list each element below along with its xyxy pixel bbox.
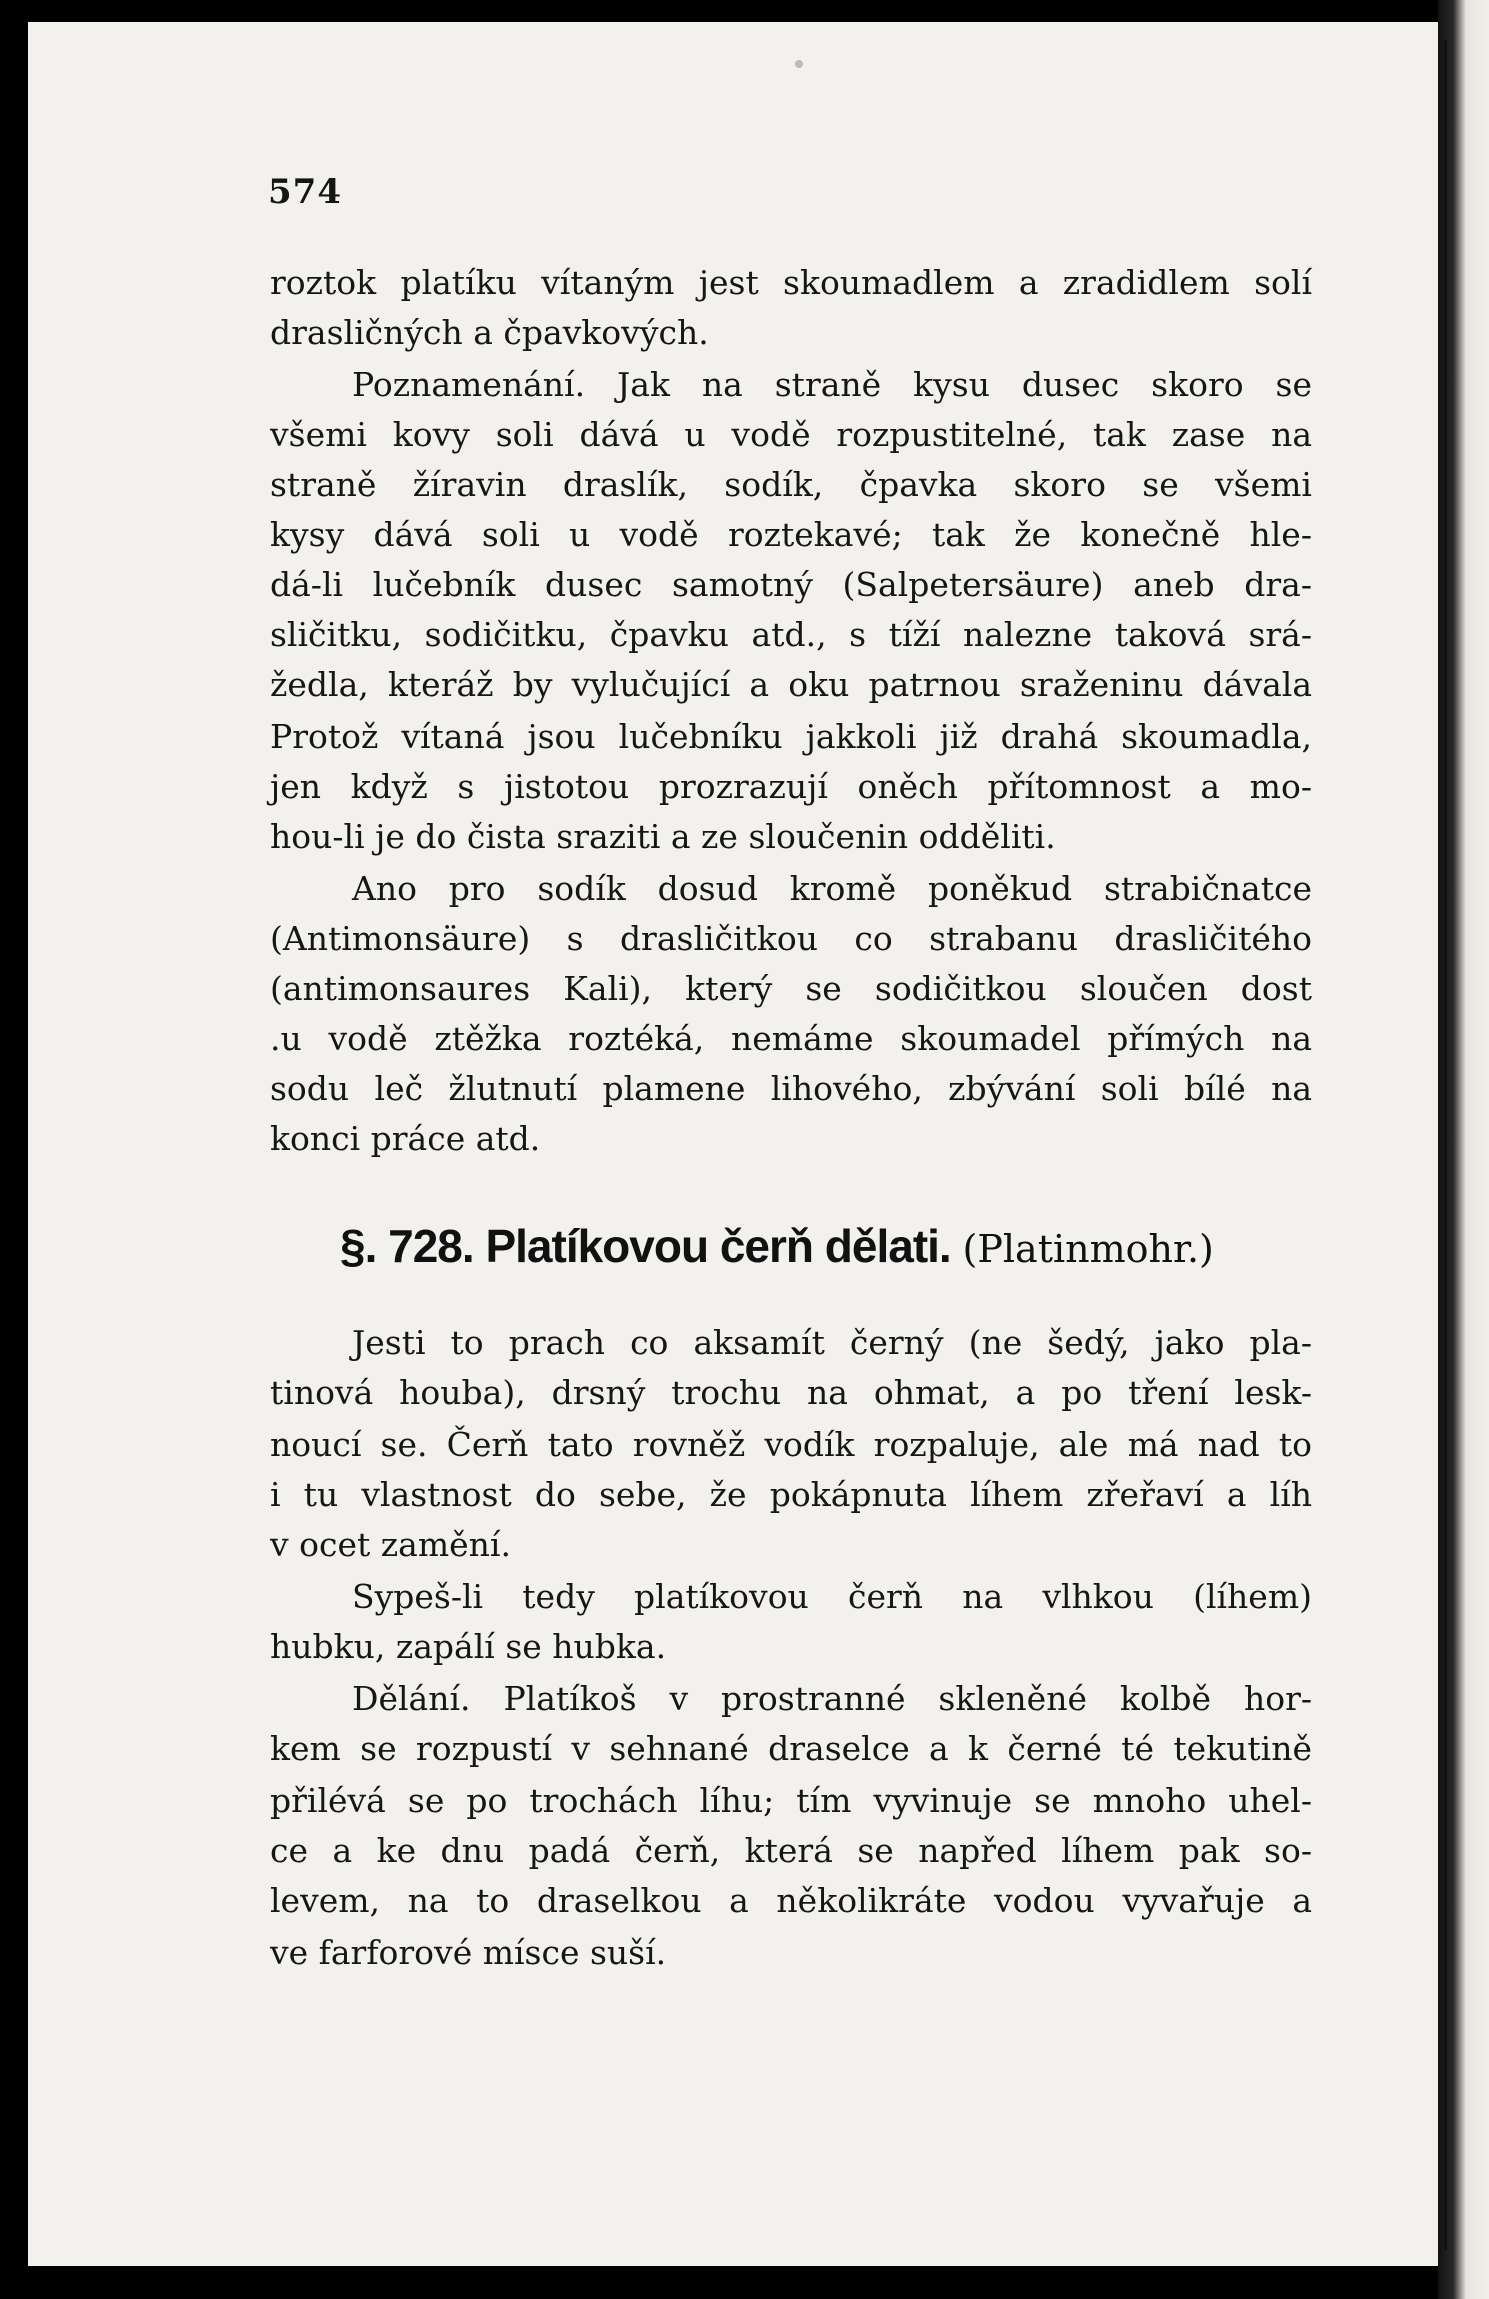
text-line: Dělání. Platíkoš v prostranné skleněné kolbě hor- xyxy=(352,1679,1312,1718)
text-line: hou-li je do čista sraziti a ze sloučenin odděliti. xyxy=(270,817,1056,856)
text-line: žedla, kteráž by vylučující a oku patrnou sraženinu dávala xyxy=(270,665,1312,704)
text-line: konci práce atd. xyxy=(270,1119,541,1158)
scan-speck xyxy=(795,60,803,68)
text-line: Poznamenání. Jak na straně kysu dusec skoro se xyxy=(352,365,1312,404)
text-line: ve farforové mísce suší. xyxy=(270,1933,667,1972)
page-gutter xyxy=(1438,0,1489,2299)
text-line: kem se rozpustí v sehnané draselce a k černé té tekutině xyxy=(270,1729,1312,1768)
text-line: .u vodě ztěžka roztéká, nemáme skoumadel přímých na xyxy=(270,1019,1312,1058)
gutter-edge-line xyxy=(1444,40,1447,2250)
text-line: Protož vítaná jsou lučebníku jakkoli již drahá skoumadla, xyxy=(270,717,1312,756)
text-line: i tu vlastnost do sebe, že pokápnuta líhem zřeřaví a líh xyxy=(270,1475,1312,1514)
text-line: Ano pro sodík dosud kromě poněkud strabičnatce xyxy=(352,869,1312,908)
text-line: sličitku, sodičitku, čpavku atd., s tíží nalezne taková srá- xyxy=(270,615,1312,654)
text-line: v ocet zamění. xyxy=(270,1525,511,1564)
text-line: sodu leč žlutnutí plamene lihového, zbývání soli bílé na xyxy=(270,1069,1312,1108)
text-line: Jesti to prach co aksamít černý (ne šedý, jako pla- xyxy=(352,1323,1312,1362)
text-line: všemi kovy soli dává u vodě rozpustitelné, tak zase na xyxy=(270,415,1312,454)
section-heading xyxy=(340,1219,1240,1289)
text-line: (Antimonsäure) s drasličitkou co strabanu drasličitého xyxy=(270,919,1312,958)
text-line: levem, na to draselkou a několikráte vodou vyvařuje a xyxy=(270,1881,1312,1920)
text-line: tinová houba), drsný trochu na ohmat, a po tření lesk- xyxy=(270,1373,1312,1412)
text-line: straně žíravin draslík, sodík, čpavka skoro se všemi xyxy=(270,465,1312,504)
text-line: drasličných a čpavkových. xyxy=(270,313,709,352)
text-line: noucí se. Čerň tato rovněž vodík rozpaluje, ale má nad to xyxy=(270,1425,1312,1464)
text-line: ce a ke dnu padá čerň, která se napřed líhem pak so- xyxy=(270,1831,1312,1870)
section-heading-title: §. 728. Platíkovou čerň dělati. xyxy=(340,1220,951,1272)
text-line: přilévá se po trochách líhu; tím vyvinuje se mnoho uhel- xyxy=(270,1781,1312,1820)
text-line: (antimonsaures Kali), který se sodičitkou sloučen dost xyxy=(270,969,1312,1008)
text-line: hubku, zapálí se hubka. xyxy=(270,1627,667,1666)
text-line: Sypeš-li tedy platíkovou čerň na vlhkou (líhem) xyxy=(352,1577,1312,1616)
text-line: jen když s jistotou prozrazují oněch přítomnost a mo- xyxy=(270,767,1312,806)
section-heading-german: (Platinmohr.) xyxy=(962,1227,1214,1271)
text-line: dá-li lučebník dusec samotný (Salpetersäure) aneb dra- xyxy=(270,565,1312,604)
text-line: roztok platíku vítaným jest skoumadlem a zradidlem solí xyxy=(270,263,1312,302)
page-number: 574 xyxy=(268,172,342,212)
text-line: kysy dává soli u vodě roztekavé; tak že konečně hle- xyxy=(270,515,1312,554)
